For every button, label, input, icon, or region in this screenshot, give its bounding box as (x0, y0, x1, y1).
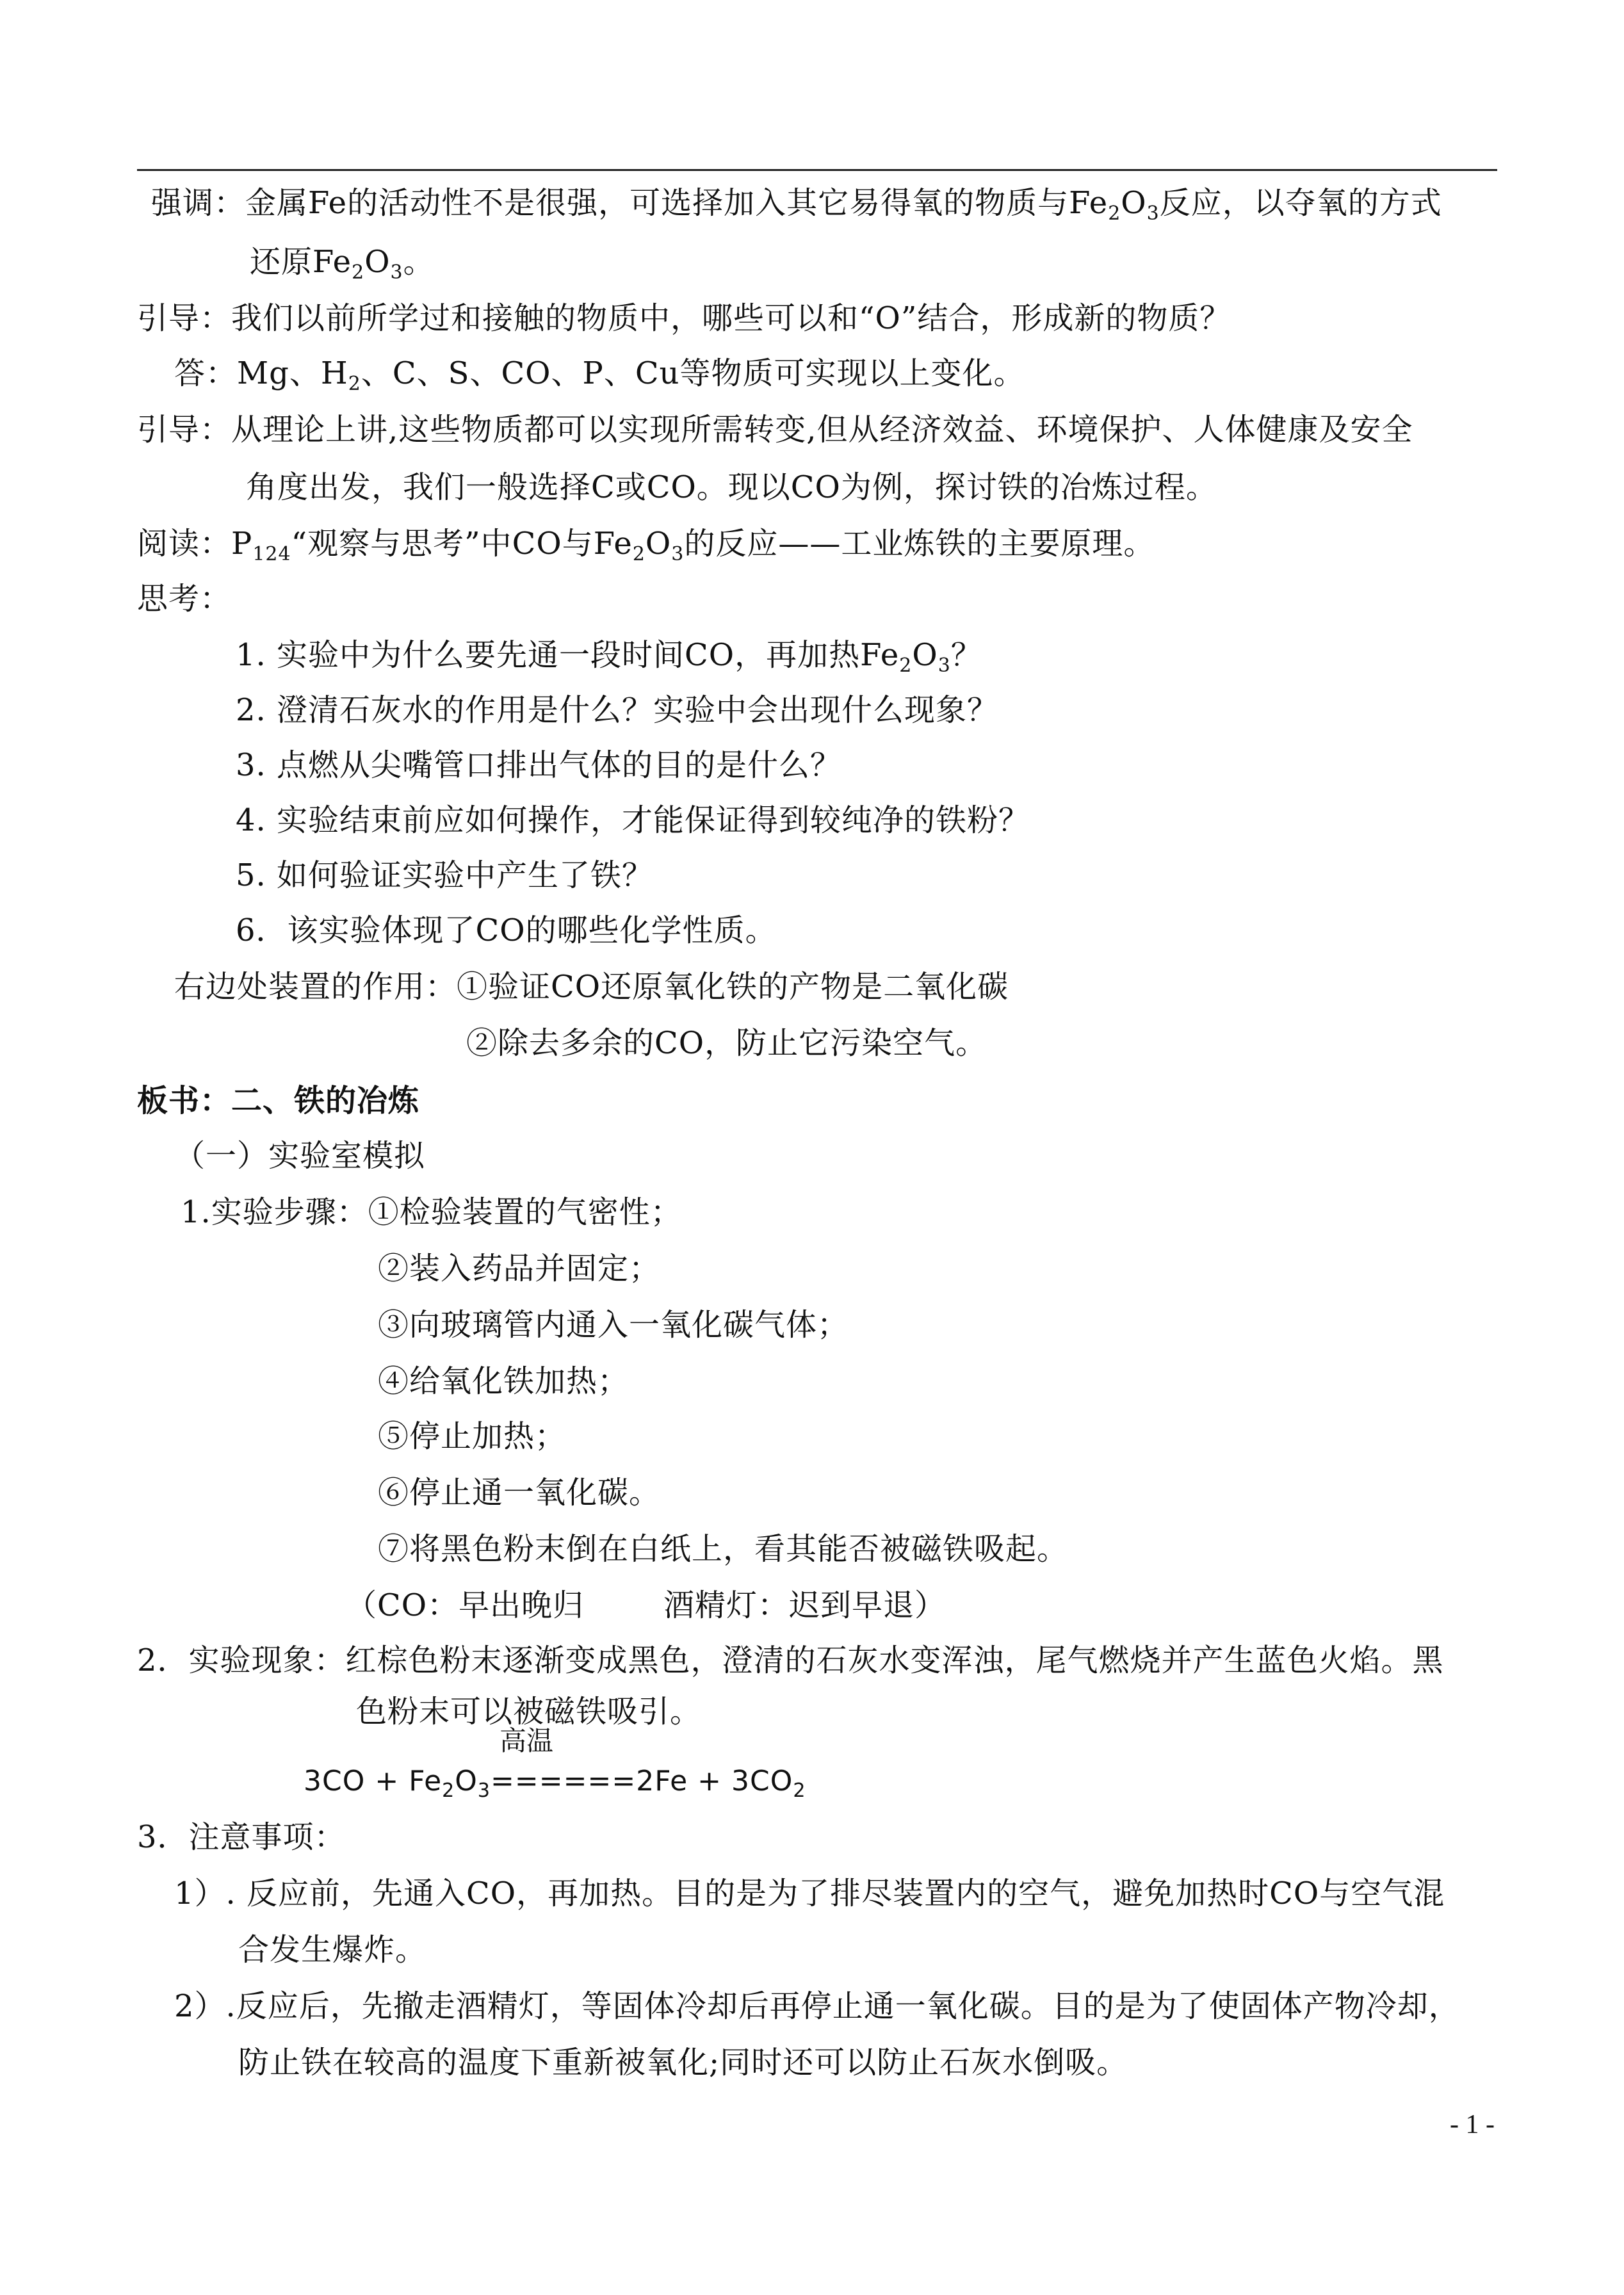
question-4: 4. 实验结束前应如何操作，才能保证得到较纯净的铁粉？ (236, 802, 1030, 838)
lab-simulation-heading: （一）实验室模拟 (174, 1138, 426, 1174)
device-purpose-2: ②除去多余的CO，防止它污染空气。 (466, 1025, 987, 1061)
phenomenon-line-1: 2．实验现象：红棕色粉末逐渐变成黑色，澄清的石灰水变浑浊，尾气燃烧并产生蓝色火焰。黑 (137, 1642, 1444, 1678)
guide-line-1: 引导：从理论上讲,这些物质都可以实现所需转变,但从经济效益、环境保护、人体健康及安全 (137, 412, 1413, 448)
step-5: ⑤停止加热； (378, 1418, 567, 1454)
phenomenon-line-2: 色粉末可以被磁铁吸引。 (356, 1694, 702, 1730)
header-rule (137, 169, 1497, 171)
step-7: ⑦将黑色粉末倒在白纸上，看其能否被磁铁吸起。 (378, 1531, 1069, 1567)
note-1-line-1: 1）. 反应前，先通入CO，再加热。目的是为了排尽装置内的空气，避免加热时CO与空气混 (174, 1876, 1445, 1911)
step-6: ⑥停止通一氧化碳。 (378, 1475, 661, 1511)
answer-line: 答：Mg、$H_2$、C、S、CO、P、Cu等物质可实现以上变化。 (174, 355, 1025, 395)
chemical-equation: $3CO + Fe_2O_3======2Fe + 3CO_2$ (304, 1765, 806, 1802)
question-1: 1. 实验中为什么要先通一段时间CO，再加热$Fe_2O_3$？ (236, 637, 982, 677)
guide-line-2: 角度出发，我们一般选择C或CO。现以CO为例，探讨铁的冶炼过程。 (246, 469, 1217, 505)
note-1-line-2: 合发生爆炸。 (238, 1932, 427, 1968)
note-2-line-1: 2）.反应后，先撤走酒精灯，等固体冷却后再停止通一氧化碳。目的是为了使固体产物冷却， (174, 1988, 1460, 2024)
notes-heading: 3．注意事项： (137, 1819, 346, 1855)
board-heading: 板书：二、铁的冶炼 (137, 1083, 420, 1119)
emphasis-line-1: 强调：金属Fe的活动性不是很强，可选择加入其它易得氧的物质与$Fe_2O_3$反应，以夺氧的方式 (151, 185, 1442, 225)
question-3: 3. 点燃从尖嘴管口排出气体的目的是什么？ (236, 747, 842, 783)
emphasis-line-2: 还原$Fe_2O_3$。 (250, 244, 435, 284)
mnemonic-lamp: 酒精灯：迟到早退） (663, 1587, 946, 1623)
guide-question: 引导：我们以前所学过和接触的物质中，哪些可以和“O”结合，形成新的物质？ (137, 300, 1231, 336)
mnemonic-co: （CO：早出晚归 (346, 1587, 585, 1623)
reaction-condition: 高温 (499, 1725, 554, 1756)
step-1: 1.实验步骤：①检验装置的气密性； (181, 1194, 682, 1230)
reading-line: 阅读：$P_{124}“$观察与思考”中CO与$Fe_2O_3$的反应——工业炼铁的主要原理。 (137, 526, 1155, 565)
device-purpose-1: 右边处装置的作用：①验证CO还原氧化铁的产物是二氧化碳 (174, 969, 1009, 1005)
step-2: ②装入药品并固定； (378, 1251, 661, 1286)
step-4: ④给氧化铁加热； (378, 1363, 629, 1399)
question-6: 6．该实验体现了CO的哪些化学性质。 (236, 912, 777, 948)
step-3: ③向玻璃管内通入一氧化碳气体； (378, 1307, 849, 1343)
note-2-line-2: 防止铁在较高的温度下重新被氧化;同时还可以防止石灰水倒吸。 (238, 2045, 1128, 2080)
question-5: 5. 如何验证实验中产生了铁？ (236, 857, 654, 893)
question-2: 2. 澄清石灰水的作用是什么？实验中会出现什么现象？ (236, 692, 999, 728)
page-number: - 1 - (1450, 2110, 1495, 2139)
think-heading: 思考： (137, 581, 232, 617)
